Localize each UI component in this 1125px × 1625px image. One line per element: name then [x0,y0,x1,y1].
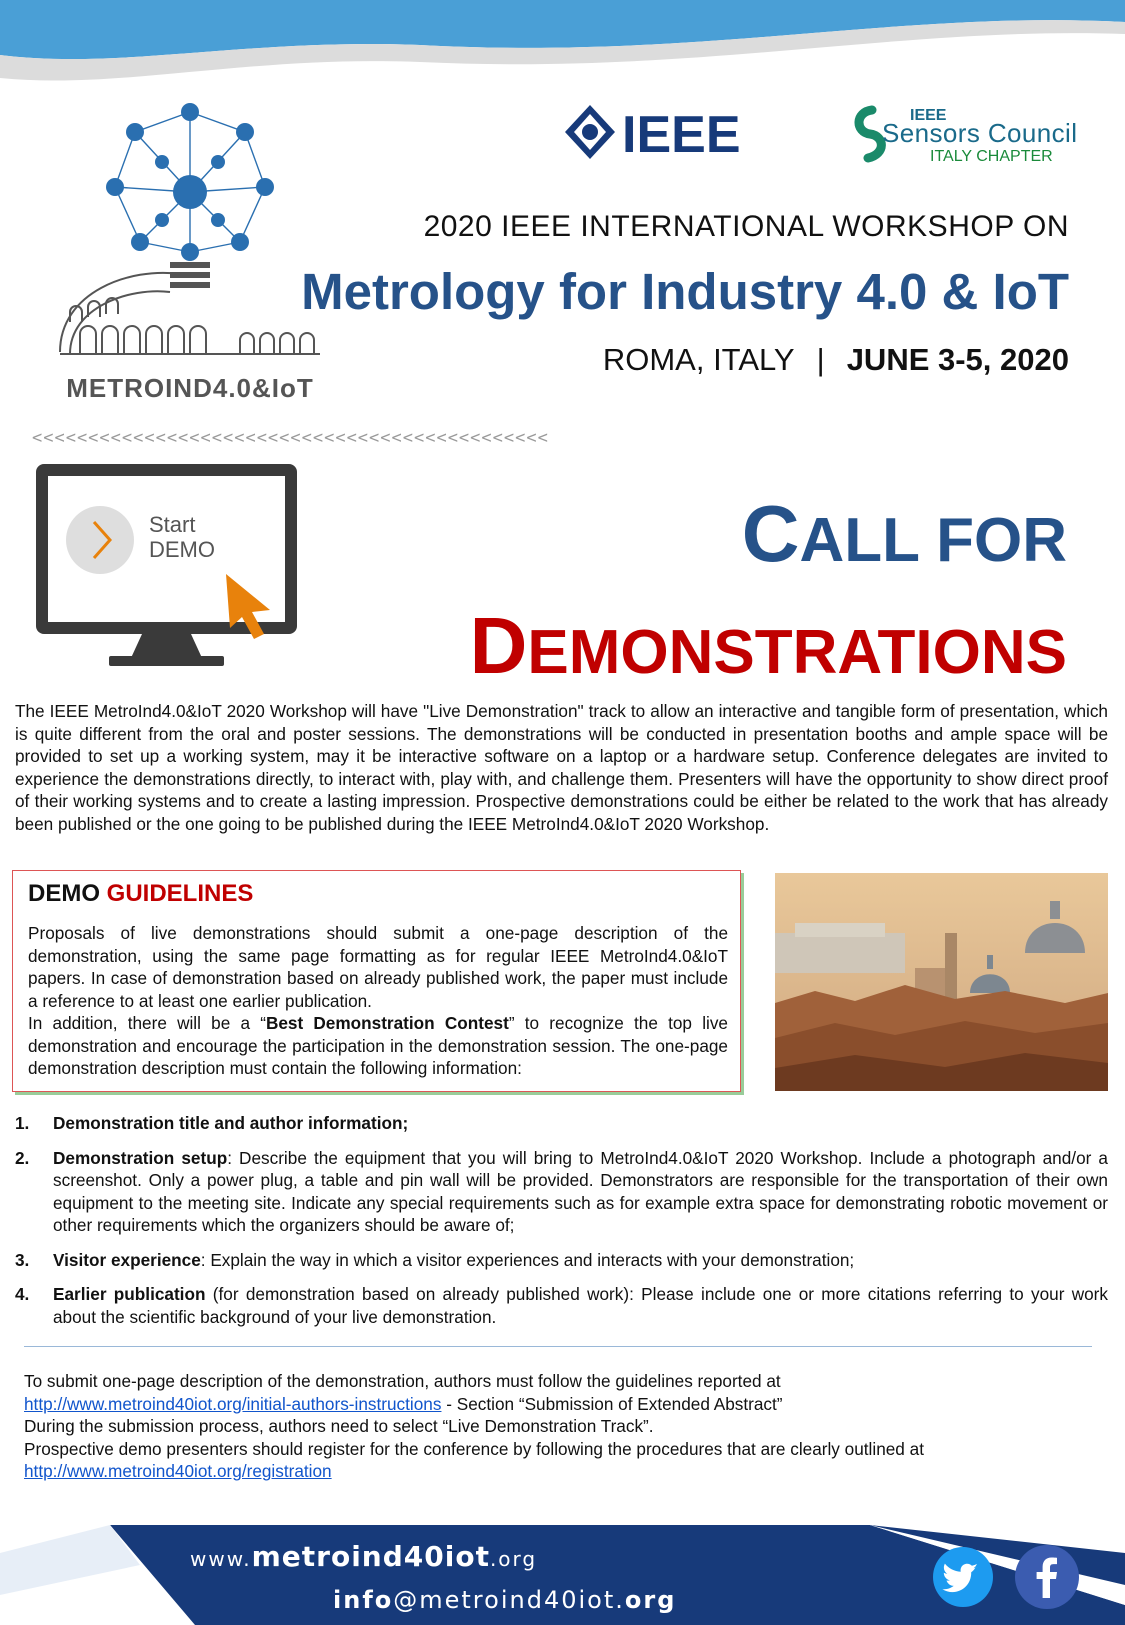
sensors-council-logo [850,100,1080,170]
authors-instructions-link[interactable]: http://www.metroind40iot.org/initial-authors-instructions [24,1393,442,1414]
sensors-line3: ITALY CHAPTER [930,148,1053,165]
monitor-line1: Start [149,512,196,537]
metroind-logo [40,92,340,412]
guidelines-p2: In addition, there will be a “Best Demonstration Contest” to recognize the top live demonstration and encourage the participation in the demonstration session. The one-page demonstration description must contain the following information: [28,1013,728,1078]
twitter-icon[interactable] [932,1546,994,1608]
intro-paragraph: The IEEE MetroInd4.0&IoT 2020 Workshop will have "Live Demonstration" track to allow an interactive and tangible form of presentation, which is quite different from the oral and poster sessions. The demonstrations will be conducted in presentation booths and ample space will be provided to set up a working system, may it be interactive software on a laptop or a hardware setup. Conference delegates are invited to experience the demonstrations directly, to interact with, play with, and challenge them. Presenters will have the opportunity to show direct proof of their working systems and to create a lasting impression. Prospective demonstrations could be either be related to the work that has already been published or the one going to be published during the IEEE MetroInd4.0&IoT 2020 Workshop. [15,701,1108,834]
chevron-divider: <<<<<<<<<<<<<<<<<<<<<<<<<<<<<<<<<<<<<<<<<<<<<< [32,428,549,448]
guidelines-p1: Proposals of live demonstrations should submit a one-page description of the demonstration, using the same page formatting as for regular IEEE MetroInd4.0&IoT papers. In case of demonstration based on already published work, the paper must include a reference to at least one earlier publication. [28,923,728,1011]
guidelines-title: DEMO GUIDELINES [28,880,254,907]
submit-line5 [24,1460,1104,1483]
workshop-line: 2020 IEEE INTERNATIONAL WORKSHOP ON [423,210,1069,243]
top-wave-banner [0,0,1125,100]
footer-email[interactable]: info@metroind40iot.org [333,1586,677,1614]
workshop-title: Metrology for Industry 4.0 & IoT [301,263,1069,320]
call-title-line1: CALL FOR [741,489,1067,578]
submit-line1: To submit one-page description of the demonstration, authors must follow the guidelines reported at [24,1371,781,1391]
call-title-line2: DEMONSTRATIONS [469,601,1067,690]
workshop-place: ROMA, ITALY [602,342,795,377]
sensors-line1: IEEE [910,107,947,124]
rome-skyline-photo [775,873,1108,1091]
ieee-logo-text: IEEE [622,106,741,164]
submit-line4: Prospective demo presenters should register for the conference by following the procedures that are clearly outlined at [24,1438,924,1459]
start-demo-monitor-illustration [34,462,299,672]
logo-text: METROIND4.0&IoT [66,373,314,403]
list-item: 3. Visitor experience: Explain the way in which a visitor experiences and interacts with your demonstration; [15,1249,855,1270]
registration-link[interactable]: http://www.metroind40iot.org/registration [24,1461,332,1481]
requirements-list [15,1112,1108,1340]
workshop-separator: | [816,342,825,377]
guidelines-body [28,922,728,1080]
submit-line2: http://www.metroind40iot.org/initial-authors-instructions - Section “Submission of Extended Abstract” [24,1393,783,1414]
list-item: 1. Demonstration title and author information; [15,1113,409,1133]
workshop-place-date [603,342,1069,378]
workshop-date: JUNE 3-5, 2020 [846,342,1069,377]
footer-website[interactable]: www.metroind40iot.org [190,1540,538,1573]
section-divider [24,1346,1092,1347]
sensors-line2: Sensors Council [882,118,1077,148]
list-item: 2. Demonstration setup: Describe the equipment that you will bring to MetroInd4.0&IoT 2020 Workshop. Include a photograph and/or a screenshot. Only a power plug, a table and pin wall will be provided. Demonstrators are responsible for the transportation of their own equipment to the meeting site. Indicate any special requirements such as for example extra space for demonstrating robotic movement or other requirements which the organizers should be aware of; [15,1147,1108,1235]
submit-line3: During the submission process, authors need to select “Live Demonstration Track”. [24,1416,654,1436]
list-item: 4. Earlier publication (for demonstration based on already published work): Please include one or more citations referring to your work about the scientific background of your live demonstration. [15,1284,1109,1327]
monitor-line2: DEMO [149,537,215,562]
facebook-icon[interactable] [1014,1544,1080,1610]
ieee-logo [560,100,760,170]
submission-info [24,1370,1104,1483]
